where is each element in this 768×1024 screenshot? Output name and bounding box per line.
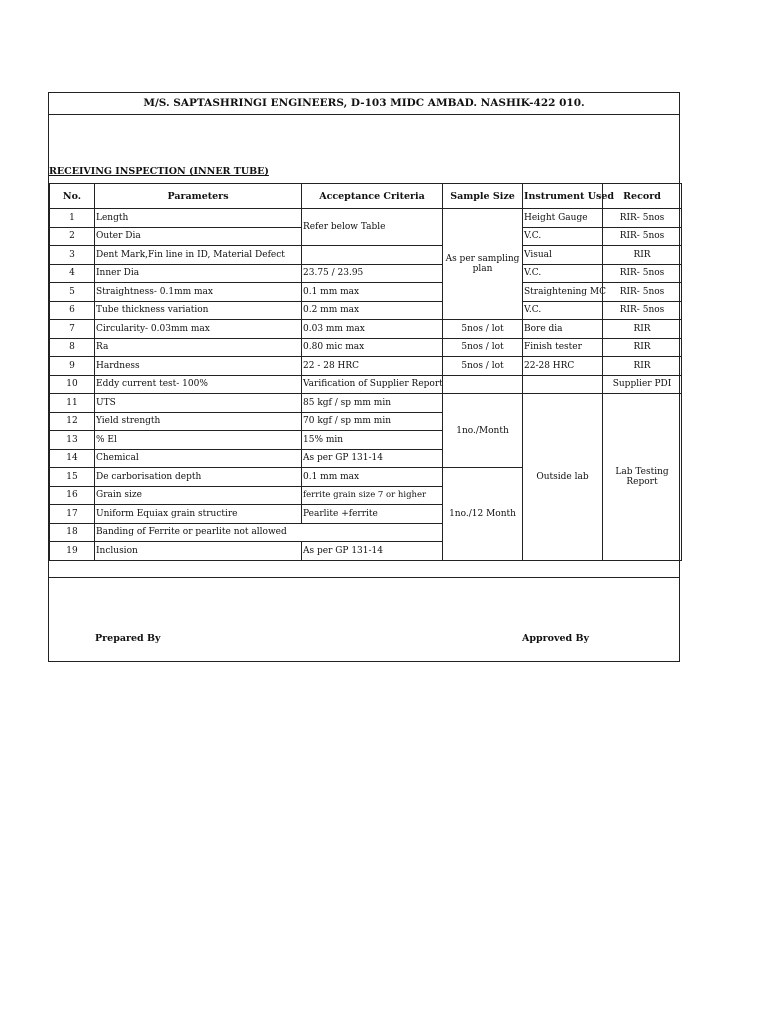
row-no: 1 xyxy=(50,209,95,228)
row-no: 9 xyxy=(50,357,95,376)
row-no: 14 xyxy=(50,449,95,468)
row-parameter: Dent Mark,Fin line in ID, Material Defect xyxy=(95,246,302,265)
instrument-cell: V.C. xyxy=(523,227,603,246)
sample-cell: 5nos / lot xyxy=(443,338,523,357)
row-no: 3 xyxy=(50,246,95,265)
table-row xyxy=(50,357,682,376)
instrument-cell: Straightening MC xyxy=(523,283,603,302)
criteria-cell: 22 - 28 HRC xyxy=(302,357,443,376)
signature-footer xyxy=(49,577,679,664)
instrument-cell: Outside lab xyxy=(523,394,603,561)
instrument-cell: Finish tester xyxy=(523,338,603,357)
criteria-cell: 0.2 mm max xyxy=(302,301,443,320)
criteria-cell: 0.1 mm max xyxy=(302,468,443,487)
row-parameter: % El xyxy=(95,431,302,450)
header-no: No. xyxy=(50,184,95,209)
header-acceptance-criteria: Acceptance Criteria xyxy=(302,184,443,209)
criteria-cell: Varification of Supplier Report xyxy=(302,375,443,394)
criteria-cell: 0.1 mm max xyxy=(302,283,443,302)
record-cell: RIR xyxy=(603,320,682,339)
section-title: RECEIVING INSPECTION (INNER TUBE) xyxy=(49,166,269,177)
row-no: 19 xyxy=(50,542,95,561)
record-cell: RIR- 5nos xyxy=(603,283,682,302)
record-cell: Supplier PDI xyxy=(603,375,682,394)
record-cell: RIR- 5nos xyxy=(603,264,682,283)
record-cell: RIR xyxy=(603,246,682,265)
header-instrument-used: Instrument Used xyxy=(523,184,603,209)
row-parameter: Length xyxy=(95,209,302,228)
criteria-cell: 23.75 / 23.95 xyxy=(302,264,443,283)
inspection-sheet xyxy=(48,92,680,662)
record-cell: Lab Testing Report xyxy=(603,394,682,561)
row-parameter: Inner Dia xyxy=(95,264,302,283)
table-row xyxy=(50,283,682,302)
criteria-cell: As per GP 131-14 xyxy=(302,449,443,468)
instrument-cell: V.C. xyxy=(523,264,603,283)
record-cell: RIR xyxy=(603,338,682,357)
row-parameter: Hardness xyxy=(95,357,302,376)
criteria-cell: 85 kgf / sp mm min xyxy=(302,394,443,413)
row-parameter: Uniform Equiax grain structire xyxy=(95,505,302,524)
row-parameter: Straightness- 0.1mm max xyxy=(95,283,302,302)
row-parameter: Outer Dia xyxy=(95,227,302,246)
record-cell: RIR- 5nos xyxy=(603,227,682,246)
row-no: 16 xyxy=(50,486,95,505)
criteria-cell: 0.80 mic max xyxy=(302,338,443,357)
row-parameter: Grain size xyxy=(95,486,302,505)
row-no: 6 xyxy=(50,301,95,320)
company-title: M/S. SAPTASHRINGI ENGINEERS, D-103 MIDC AMBAD. NASHIK-422 010. xyxy=(49,93,679,115)
criteria-cell: 70 kgf / sp mm min xyxy=(302,412,443,431)
sample-cell: 5nos / lot xyxy=(443,320,523,339)
row-parameter: Chemical xyxy=(95,449,302,468)
row-no: 15 xyxy=(50,468,95,487)
record-cell: RIR- 5nos xyxy=(603,301,682,320)
approved-by-label: Approved By xyxy=(522,633,590,644)
table-row xyxy=(50,264,682,283)
instrument-cell: Visual xyxy=(523,246,603,265)
row-no: 12 xyxy=(50,412,95,431)
table-row xyxy=(50,338,682,357)
row-parameter: De carborisation depth xyxy=(95,468,302,487)
table-row xyxy=(50,375,682,394)
sample-cell xyxy=(443,375,523,394)
prepared-by-label: Prepared By xyxy=(95,633,161,644)
row-no: 13 xyxy=(50,431,95,450)
instrument-cell: 22-28 HRC xyxy=(523,357,603,376)
row-no: 8 xyxy=(50,338,95,357)
instrument-cell: Height Gauge xyxy=(523,209,603,228)
row-parameter: Inclusion xyxy=(95,542,302,561)
header-row xyxy=(50,184,682,209)
row-no: 18 xyxy=(50,523,95,542)
table-row xyxy=(50,320,682,339)
criteria-cell: ferrite grain size 7 or higher xyxy=(302,486,443,505)
table-row xyxy=(50,394,682,413)
row-parameter: Ra xyxy=(95,338,302,357)
row-parameter: Banding of Ferrite or pearlite not allowed xyxy=(95,523,443,542)
row-parameter: Yield strength xyxy=(95,412,302,431)
row-parameter: UTS xyxy=(95,394,302,413)
table-row xyxy=(50,209,682,228)
criteria-cell: 15% min xyxy=(302,431,443,450)
sample-cell: 1no./Month xyxy=(443,394,523,468)
sample-cell: As per sampling plan xyxy=(443,209,523,320)
sample-cell: 1no./12 Month xyxy=(443,468,523,561)
criteria-cell: 0.03 mm max xyxy=(302,320,443,339)
instrument-cell: V.C. xyxy=(523,301,603,320)
inspection-table xyxy=(49,183,682,561)
row-parameter: Tube thickness variation xyxy=(95,301,302,320)
table-row xyxy=(50,246,682,265)
criteria-cell: As per GP 131-14 xyxy=(302,542,443,561)
row-parameter: Eddy current test- 100% xyxy=(95,375,302,394)
sample-cell: 5nos / lot xyxy=(443,357,523,376)
row-no: 4 xyxy=(50,264,95,283)
criteria-cell xyxy=(302,246,443,265)
header-record: Record xyxy=(603,184,682,209)
instrument-cell: Bore dia xyxy=(523,320,603,339)
criteria-cell: Refer below Table xyxy=(302,209,443,246)
row-no: 2 xyxy=(50,227,95,246)
header-sample-size: Sample Size xyxy=(443,184,523,209)
header-parameters: Parameters xyxy=(95,184,302,209)
row-no: 7 xyxy=(50,320,95,339)
record-cell: RIR- 5nos xyxy=(603,209,682,228)
record-cell: RIR xyxy=(603,357,682,376)
row-no: 10 xyxy=(50,375,95,394)
row-parameter: Circularity- 0.03mm max xyxy=(95,320,302,339)
row-no: 17 xyxy=(50,505,95,524)
instrument-cell xyxy=(523,375,603,394)
row-no: 11 xyxy=(50,394,95,413)
row-no: 5 xyxy=(50,283,95,302)
table-row xyxy=(50,301,682,320)
criteria-cell: Pearlite +ferrite xyxy=(302,505,443,524)
